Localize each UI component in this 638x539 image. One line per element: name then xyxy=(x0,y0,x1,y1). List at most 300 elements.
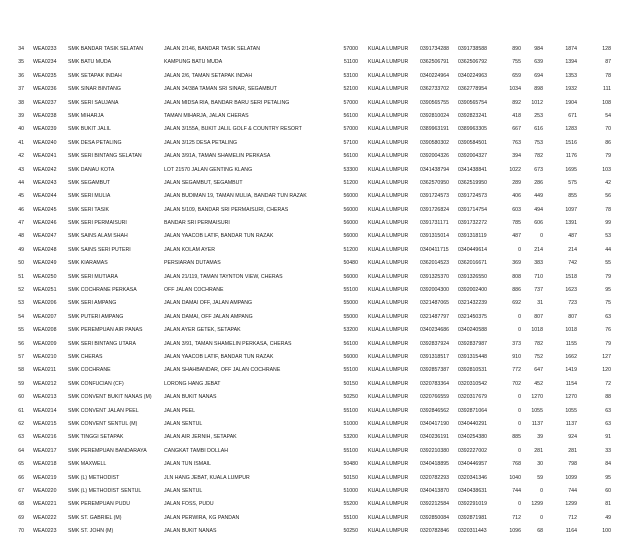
postcode-cell: 55100 xyxy=(343,367,358,374)
teacher-count-cell: 78 xyxy=(605,206,611,213)
address-cell: JALAN 3/155A, BUKIT JALIL GOLF & COUNTRY RESORT xyxy=(164,126,302,133)
school-code-cell: WEA0215 xyxy=(33,420,57,427)
male-count-cell: 763 xyxy=(512,139,521,146)
phone-cell: 0389963191 xyxy=(420,126,450,133)
fax-cell: 0340254380 xyxy=(458,434,488,441)
address-cell: JALAN 34/38A TAMAN SRI SINAR, SEGAMBUT xyxy=(164,86,277,93)
phone-cell: 0391325370 xyxy=(420,273,450,280)
school-name-cell: SMK (L) METHODIST xyxy=(68,474,120,481)
fax-cell: 0391724573 xyxy=(458,193,488,200)
fax-cell: 0390565754 xyxy=(458,99,488,106)
school-name-cell: SMK SINAR BINTANG xyxy=(68,86,121,93)
female-count-cell: 1270 xyxy=(531,394,543,401)
school-name-cell: SMK TINGGI SETAPAK xyxy=(68,434,124,441)
total-count-cell: 1695 xyxy=(565,166,577,173)
school-code-cell: WEA0240 xyxy=(33,139,57,146)
female-count-cell: 494 xyxy=(534,206,543,213)
school-name-cell: SMK CONVENT JALAN PEEL xyxy=(68,407,139,414)
school-name-cell: SMK COCHRANE PERKASA xyxy=(68,287,137,294)
row-number-cell: 36 xyxy=(18,72,24,79)
total-count-cell: 798 xyxy=(568,461,577,468)
city-cell: KUALA LUMPUR xyxy=(368,112,409,119)
address-cell: JALAN 5/109, BANDAR SRI PERMAISURI, CHERAS xyxy=(164,206,289,213)
table-row xyxy=(0,218,638,231)
row-number-cell: 45 xyxy=(18,193,24,200)
school-name-cell: SMK SAINS SERI PUTERI xyxy=(68,246,131,253)
city-cell: KUALA LUMPUR xyxy=(368,46,409,52)
postcode-cell: 55000 xyxy=(343,300,358,307)
postcode-cell: 56000 xyxy=(343,193,358,200)
teacher-count-cell: 33 xyxy=(605,447,611,454)
city-cell: KUALA LUMPUR xyxy=(368,474,409,481)
row-number-cell: 44 xyxy=(18,179,24,186)
phone-cell: 0392837924 xyxy=(420,340,450,347)
female-count-cell: 449 xyxy=(534,193,543,200)
male-count-cell: 1096 xyxy=(509,528,521,535)
postcode-cell: 55100 xyxy=(343,447,358,454)
city-cell: KUALA LUMPUR xyxy=(368,206,409,213)
city-cell: KUALA LUMPUR xyxy=(368,220,409,227)
postcode-cell: 50480 xyxy=(343,260,358,267)
city-cell: KUALA LUMPUR xyxy=(368,99,409,106)
female-count-cell: 1055 xyxy=(531,407,543,414)
postcode-cell: 55100 xyxy=(343,407,358,414)
table-row xyxy=(0,526,638,539)
phone-cell: 0392850084 xyxy=(420,514,450,521)
postcode-cell: 56000 xyxy=(343,273,358,280)
school-name-cell: SMK PEREMPUAN BANDARAYA xyxy=(68,447,147,454)
fax-cell: 0362016671 xyxy=(458,260,488,267)
school-code-cell: WEA0214 xyxy=(33,407,57,414)
address-cell: JALAN AYER GETEK, SETAPAK xyxy=(164,327,241,334)
teacher-count-cell: 88 xyxy=(605,394,611,401)
row-number-cell: 68 xyxy=(18,501,24,508)
postcode-cell: 57000 xyxy=(343,99,358,106)
female-count-cell: 606 xyxy=(534,220,543,227)
male-count-cell: 0 xyxy=(518,246,521,253)
fax-cell: 0340240588 xyxy=(458,327,488,334)
school-code-cell: WEA0218 xyxy=(33,461,57,468)
male-count-cell: 418 xyxy=(512,112,521,119)
school-code-cell: WEA0250 xyxy=(33,273,57,280)
school-code-cell: WEA0233 xyxy=(33,46,57,52)
male-count-cell: 0 xyxy=(518,327,521,334)
male-count-cell: 659 xyxy=(512,72,521,79)
fax-cell: 0320311443 xyxy=(458,528,487,535)
female-count-cell: 68 xyxy=(537,528,543,535)
school-name-cell: SMK ST. JOHN (M) xyxy=(68,528,114,535)
city-cell: KUALA LUMPUR xyxy=(368,461,409,468)
total-count-cell: 671 xyxy=(568,112,577,119)
teacher-count-cell: 111 xyxy=(603,86,611,93)
school-code-cell: WEA0222 xyxy=(33,514,57,521)
male-count-cell: 0 xyxy=(518,394,521,401)
postcode-cell: 57000 xyxy=(343,126,358,133)
school-code-cell: WEA0237 xyxy=(33,99,57,106)
teacher-count-cell: 63 xyxy=(605,313,611,320)
row-number-cell: 48 xyxy=(18,233,24,240)
school-name-cell: SMK BUKIT JALIL xyxy=(68,126,111,133)
table-row xyxy=(0,245,638,258)
teacher-count-cell: 99 xyxy=(605,220,611,227)
postcode-cell: 51200 xyxy=(343,246,358,253)
fax-cell: 0340449614 xyxy=(458,246,488,253)
address-cell: JALAN FOSS, PUDU xyxy=(164,501,214,508)
row-number-cell: 59 xyxy=(18,380,24,387)
school-name-cell: SMK (L) METHODIST SENTUL xyxy=(68,487,142,494)
female-count-cell: 639 xyxy=(534,59,543,66)
table-row xyxy=(0,432,638,445)
phone-cell: 0340418895 xyxy=(420,461,450,468)
fax-cell: 0340440291 xyxy=(458,420,488,427)
school-code-cell: WEA0217 xyxy=(33,447,57,454)
female-count-cell: 1018 xyxy=(531,327,543,334)
city-cell: KUALA LUMPUR xyxy=(368,153,409,160)
row-number-cell: 43 xyxy=(18,166,24,173)
phone-cell: 0340224964 xyxy=(420,72,450,79)
male-count-cell: 785 xyxy=(512,220,521,227)
total-count-cell: 1662 xyxy=(565,353,577,360)
school-name-cell: SMK CHERAS xyxy=(68,353,103,360)
phone-cell: 0340234686 xyxy=(420,327,450,334)
table-row xyxy=(0,151,638,164)
postcode-cell: 55000 xyxy=(343,313,358,320)
phone-cell: 0391315014 xyxy=(420,233,450,240)
city-cell: KUALA LUMPUR xyxy=(368,287,409,294)
address-cell: JALAN MIDSA RIA, BANDAR BARU SERI PETALING xyxy=(164,99,290,106)
female-count-cell: 984 xyxy=(534,46,543,52)
fax-cell: 0391714754 xyxy=(458,206,488,213)
male-count-cell: 744 xyxy=(512,487,521,494)
address-cell: JALAN 2/146, BANDAR TASIK SELATAN xyxy=(164,46,260,52)
total-count-cell: 1018 xyxy=(565,327,577,334)
male-count-cell: 692 xyxy=(512,300,521,307)
phone-cell: 0392810024 xyxy=(420,112,450,119)
fax-cell: 0392837987 xyxy=(458,340,488,347)
school-code-cell: WEA0220 xyxy=(33,487,57,494)
phone-cell: 0340236191 xyxy=(420,434,450,441)
teacher-count-cell: 103 xyxy=(602,166,611,173)
school-name-cell: SMK SERI MULIA xyxy=(68,193,111,200)
male-count-cell: 808 xyxy=(512,273,521,280)
female-count-cell: 1137 xyxy=(531,420,543,427)
fax-cell: 0341438841 xyxy=(458,166,488,173)
school-name-cell: SMK PUTERI AMPANG xyxy=(68,313,124,320)
phone-cell: 0320766559 xyxy=(420,394,450,401)
address-cell: LOT 21570 JALAN GENTING KLANG xyxy=(164,166,253,173)
row-number-cell: 58 xyxy=(18,367,24,374)
female-count-cell: 694 xyxy=(534,72,543,79)
postcode-cell: 50150 xyxy=(343,380,358,387)
postcode-cell: 51100 xyxy=(343,59,358,66)
school-name-cell: SMK CONFUCIAN (CF) xyxy=(68,380,124,387)
total-count-cell: 744 xyxy=(568,487,577,494)
total-count-cell: 723 xyxy=(568,300,577,307)
female-count-cell: 0 xyxy=(540,487,543,494)
table-row xyxy=(0,44,638,57)
phone-cell: 0362506791 xyxy=(420,59,450,66)
teacher-count-cell: 91 xyxy=(605,434,611,441)
row-number-cell: 54 xyxy=(18,313,24,320)
address-cell: JALAN SENTUL xyxy=(164,420,203,427)
male-count-cell: 772 xyxy=(512,367,521,374)
teacher-count-cell: 63 xyxy=(605,420,611,427)
city-cell: KUALA LUMPUR xyxy=(368,528,409,535)
row-number-cell: 65 xyxy=(18,461,24,468)
male-count-cell: 712 xyxy=(512,514,521,521)
phone-cell: 0321487065 xyxy=(420,300,450,307)
city-cell: KUALA LUMPUR xyxy=(368,59,409,66)
school-name-cell: SMK CONVENT SENTUL (M) xyxy=(68,420,138,427)
row-number-cell: 64 xyxy=(18,447,24,454)
phone-cell: 0390565755 xyxy=(420,99,450,106)
row-number-cell: 34 xyxy=(18,46,24,52)
school-name-cell: SMK BATU MUDA xyxy=(68,59,112,66)
phone-cell: 0362014523 xyxy=(420,260,450,267)
city-cell: KUALA LUMPUR xyxy=(368,447,409,454)
male-count-cell: 667 xyxy=(512,126,521,133)
school-code-cell: WEA0223 xyxy=(33,528,57,535)
phone-cell: 0321487797 xyxy=(420,313,450,320)
teacher-count-cell: 86 xyxy=(605,139,611,146)
teacher-count-cell: 108 xyxy=(602,99,611,106)
phone-cell: 0392857387 xyxy=(420,367,450,374)
city-cell: KUALA LUMPUR xyxy=(368,166,409,173)
row-number-cell: 57 xyxy=(18,353,24,360)
school-code-cell: WEA0243 xyxy=(33,179,57,186)
male-count-cell: 768 xyxy=(512,461,521,468)
row-number-cell: 60 xyxy=(18,394,24,401)
postcode-cell: 51000 xyxy=(343,487,358,494)
school-code-cell: WEA0248 xyxy=(33,246,57,253)
school-name-cell: SMK ST. GABRIEL (M) xyxy=(68,514,122,521)
city-cell: KUALA LUMPUR xyxy=(368,340,409,347)
phone-cell: 0320783364 xyxy=(420,380,450,387)
teacher-count-cell: 72 xyxy=(605,380,611,387)
male-count-cell: 289 xyxy=(512,179,521,186)
teacher-count-cell: 44 xyxy=(605,246,611,253)
male-count-cell: 373 xyxy=(512,340,521,347)
table-row xyxy=(0,473,638,486)
female-count-cell: 31 xyxy=(537,300,543,307)
fax-cell: 0340438631 xyxy=(458,487,488,494)
female-count-cell: 898 xyxy=(534,86,543,93)
table-row xyxy=(0,285,638,298)
male-count-cell: 369 xyxy=(512,260,521,267)
teacher-count-cell: 60 xyxy=(605,487,611,494)
total-count-cell: 1270 xyxy=(565,394,577,401)
female-count-cell: 1299 xyxy=(531,501,543,508)
fax-cell: 0392291019 xyxy=(458,501,488,508)
address-cell: JALAN KOLAM AYER xyxy=(164,246,215,253)
total-count-cell: 712 xyxy=(568,514,577,521)
row-number-cell: 61 xyxy=(18,407,24,414)
row-number-cell: 53 xyxy=(18,300,24,307)
total-count-cell: 1099 xyxy=(565,474,577,481)
city-cell: KUALA LUMPUR xyxy=(368,367,409,374)
city-cell: KUALA LUMPUR xyxy=(368,407,409,414)
school-code-cell: WEA0207 xyxy=(33,313,57,320)
school-name-cell: SMK BANDAR TASIK SELATAN xyxy=(68,46,144,52)
teacher-count-cell: 87 xyxy=(605,59,611,66)
teacher-count-cell: 84 xyxy=(605,461,611,468)
total-count-cell: 575 xyxy=(568,179,577,186)
table-row xyxy=(0,124,638,137)
phone-cell: 0391318517 xyxy=(420,353,450,360)
school-name-cell: SMK MIHARJA xyxy=(68,112,104,119)
school-code-cell: WEA0234 xyxy=(33,59,57,66)
address-cell: JALAN 21/119, TAMAN TAYNTON VIEW, CHERAS xyxy=(164,273,283,280)
total-count-cell: 1299 xyxy=(565,501,577,508)
male-count-cell: 755 xyxy=(512,59,521,66)
address-cell: BANDAR SRI PERMAISURI xyxy=(164,220,230,227)
city-cell: KUALA LUMPUR xyxy=(368,327,409,334)
postcode-cell: 53100 xyxy=(343,72,358,79)
fax-cell: 0321432239 xyxy=(458,300,488,307)
teacher-count-cell: 79 xyxy=(605,273,611,280)
address-cell: JALAN DAMAI, OFF JALAN AMPANG xyxy=(164,313,253,320)
school-name-cell: SMK SETAPAK INDAH xyxy=(68,72,122,79)
total-count-cell: 1155 xyxy=(565,340,577,347)
female-count-cell: 59 xyxy=(537,474,543,481)
fax-cell: 0392823241 xyxy=(458,112,488,119)
postcode-cell: 52100 xyxy=(343,86,358,93)
fax-cell: 0362778954 xyxy=(458,86,488,93)
female-count-cell: 673 xyxy=(534,166,543,173)
phone-cell: 0391734288 xyxy=(420,46,450,52)
total-count-cell: 1518 xyxy=(565,273,577,280)
total-count-cell: 1391 xyxy=(565,220,577,227)
row-number-cell: 47 xyxy=(18,220,24,227)
phone-cell: 0391731171 xyxy=(420,220,449,227)
row-number-cell: 63 xyxy=(18,434,24,441)
teacher-count-cell: 78 xyxy=(605,72,611,79)
postcode-cell: 50480 xyxy=(343,461,358,468)
female-count-cell: 30 xyxy=(537,461,543,468)
school-code-cell: WEA0212 xyxy=(33,380,57,387)
phone-cell: 0392846562 xyxy=(420,407,450,414)
city-cell: KUALA LUMPUR xyxy=(368,246,409,253)
table-row xyxy=(0,178,638,191)
phone-cell: 0340417190 xyxy=(420,420,450,427)
total-count-cell: 487 xyxy=(568,233,577,240)
phone-cell: 0341438794 xyxy=(420,166,450,173)
city-cell: KUALA LUMPUR xyxy=(368,501,409,508)
address-cell: JALAN BUDIMAN 19, TAMAN MULIA, BANDAR TUN RAZAK xyxy=(164,193,307,200)
phone-cell: 0391726824 xyxy=(420,206,450,213)
postcode-cell: 56000 xyxy=(343,220,358,227)
city-cell: KUALA LUMPUR xyxy=(368,313,409,320)
row-number-cell: 50 xyxy=(18,260,24,267)
female-count-cell: 647 xyxy=(534,367,543,374)
school-code-cell: WEA0238 xyxy=(33,112,57,119)
school-code-cell: WEA0251 xyxy=(33,287,57,294)
address-cell: JALAN YAACOB LATIF, BANDAR TUN RAZAK xyxy=(164,353,274,360)
male-count-cell: 910 xyxy=(512,353,521,360)
teacher-count-cell: 56 xyxy=(605,193,611,200)
fax-cell: 0390584501 xyxy=(458,139,488,146)
city-cell: KUALA LUMPUR xyxy=(368,434,409,441)
table-row xyxy=(0,392,638,405)
address-cell: KAMPUNG BATU MUDA xyxy=(164,59,223,66)
school-name-cell: SMK PEREMPUAN PUDU xyxy=(68,501,131,508)
teacher-count-cell: 81 xyxy=(605,501,611,508)
city-cell: KUALA LUMPUR xyxy=(368,300,409,307)
female-count-cell: 383 xyxy=(534,260,543,267)
row-number-cell: 67 xyxy=(18,487,24,494)
female-count-cell: 782 xyxy=(534,340,543,347)
city-cell: KUALA LUMPUR xyxy=(368,394,409,401)
teacher-count-cell: 42 xyxy=(605,179,611,186)
city-cell: KUALA LUMPUR xyxy=(368,233,409,240)
fax-cell: 0391318119 xyxy=(458,233,487,240)
address-cell: JALAN TUN ISMAIL xyxy=(164,461,211,468)
female-count-cell: 782 xyxy=(534,153,543,160)
table-row xyxy=(0,379,638,392)
male-count-cell: 1034 xyxy=(509,86,521,93)
phone-cell: 0392212584 xyxy=(420,501,450,508)
table-row xyxy=(0,231,638,244)
total-count-cell: 1055 xyxy=(565,407,577,414)
school-code-cell: WEA0245 xyxy=(33,206,57,213)
female-count-cell: 253 xyxy=(534,112,543,119)
row-number-cell: 39 xyxy=(18,112,24,119)
fax-cell: 0391326550 xyxy=(458,273,488,280)
school-name-cell: SMK SERI BINTANG SELATAN xyxy=(68,153,142,160)
total-count-cell: 1874 xyxy=(565,46,577,52)
postcode-cell: 56000 xyxy=(343,206,358,213)
address-cell: JALAN BUKIT NANAS xyxy=(164,528,217,535)
row-number-cell: 37 xyxy=(18,86,24,93)
table-row xyxy=(0,499,638,512)
address-cell: PERSIARAN DUTAMAS xyxy=(164,260,221,267)
table-row xyxy=(0,459,638,472)
school-code-cell: WEA0246 xyxy=(33,220,57,227)
male-count-cell: 0 xyxy=(518,407,521,414)
school-code-cell: WEA0210 xyxy=(33,353,57,360)
total-count-cell: 1904 xyxy=(565,99,577,106)
city-cell: KUALA LUMPUR xyxy=(368,260,409,267)
city-cell: KUALA LUMPUR xyxy=(368,380,409,387)
school-name-cell: SMK SEGAMBUT xyxy=(68,179,111,186)
total-count-cell: 1623 xyxy=(565,287,577,294)
postcode-cell: 55100 xyxy=(343,514,358,521)
fax-cell: 0321450375 xyxy=(458,313,488,320)
row-number-cell: 38 xyxy=(18,99,24,106)
total-count-cell: 1176 xyxy=(565,153,577,160)
female-count-cell: 0 xyxy=(540,233,543,240)
postcode-cell: 57100 xyxy=(343,139,358,146)
phone-cell: 0320782846 xyxy=(420,528,450,535)
teacher-count-cell: 100 xyxy=(602,528,611,535)
male-count-cell: 1022 xyxy=(509,166,521,173)
teacher-count-cell: 127 xyxy=(602,353,611,360)
table-row xyxy=(0,71,638,84)
female-count-cell: 807 xyxy=(534,313,543,320)
school-table xyxy=(0,44,638,539)
total-count-cell: 1419 xyxy=(565,367,577,374)
fax-cell: 0362506792 xyxy=(458,59,488,66)
table-row xyxy=(0,165,638,178)
fax-cell: 0320317679 xyxy=(458,394,488,401)
teacher-count-cell: 79 xyxy=(605,153,611,160)
table-row xyxy=(0,406,638,419)
address-cell: JALAN SEGAMBUT, SEGAMBUT xyxy=(164,179,243,186)
total-count-cell: 214 xyxy=(568,246,577,253)
city-cell: KUALA LUMPUR xyxy=(368,487,409,494)
table-row xyxy=(0,191,638,204)
school-code-cell: WEA0213 xyxy=(33,394,57,401)
